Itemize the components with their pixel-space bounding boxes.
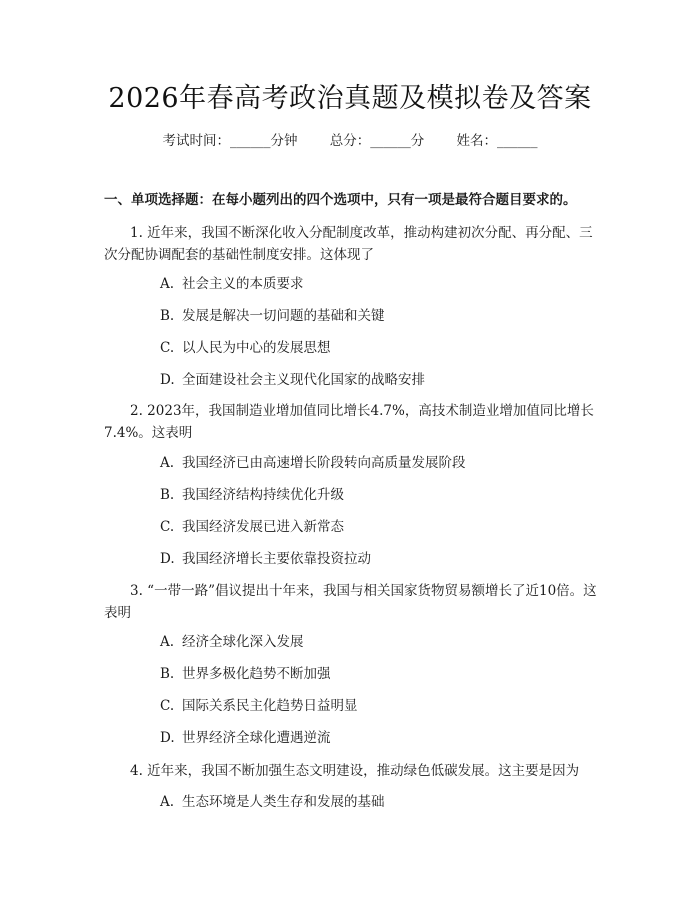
option-letter: B. bbox=[160, 487, 175, 503]
option-3-a bbox=[160, 632, 304, 652]
option-letter: C. bbox=[160, 340, 175, 356]
option-4-a bbox=[160, 792, 385, 812]
option-text: 世界经济全球化遭遇逆流 bbox=[182, 730, 331, 746]
option-text: 世界多极化趋势不断加强 bbox=[182, 666, 331, 682]
question-stem: 4. 近年来，我国不断加强生态文明建设，推动绿色低碳发展。这主要是因为 bbox=[130, 763, 580, 779]
option-2-b bbox=[160, 485, 344, 505]
question-2 bbox=[104, 400, 600, 444]
option-2-d bbox=[160, 549, 371, 569]
option-text: 我国经济增长主要依靠投资拉动 bbox=[182, 551, 371, 567]
option-text: 经济全球化深入发展 bbox=[182, 634, 304, 650]
total-score-field: 总分：______分 bbox=[329, 133, 425, 149]
option-letter: D. bbox=[160, 730, 175, 746]
question-stem: 1. 近年来，我国不断深化收入分配制度改革，推动构建初次分配、再分配、三次分配协调配套的基础性制度安排。这体现了 bbox=[104, 225, 593, 263]
option-1-d bbox=[160, 370, 425, 390]
option-1-b bbox=[160, 306, 385, 326]
option-1-c bbox=[160, 338, 331, 358]
option-letter: C. bbox=[160, 698, 175, 714]
page-title: 2026年春高考政治真题及模拟卷及答案 bbox=[108, 83, 592, 114]
option-text: 以人民为中心的发展思想 bbox=[182, 340, 331, 356]
section-heading: 一、单项选择题：在每小题列出的四个选项中，只有一项是最符合题目要求的。 bbox=[104, 192, 577, 208]
exam-time-field: 考试时间：______分钟 bbox=[162, 133, 298, 149]
option-1-a bbox=[160, 274, 304, 294]
question-stem: 2. 2023年，我国制造业增加值同比增长4.7%，高技术制造业增加值同比增长7.4%。这表明 bbox=[104, 403, 594, 441]
student-name-field: 姓名：______ bbox=[456, 133, 538, 149]
option-text: 全面建设社会主义现代化国家的战略安排 bbox=[182, 372, 425, 388]
question-1 bbox=[104, 222, 600, 266]
question-4 bbox=[104, 760, 600, 782]
option-3-c bbox=[160, 696, 358, 716]
question-3 bbox=[104, 580, 600, 624]
option-2-c bbox=[160, 517, 344, 537]
option-letter: A. bbox=[160, 794, 175, 810]
option-text: 发展是解决一切问题的基础和关键 bbox=[182, 308, 385, 324]
option-letter: B. bbox=[160, 308, 175, 324]
option-3-d bbox=[160, 728, 331, 748]
option-text: 我国经济发展已进入新常态 bbox=[182, 519, 344, 535]
option-letter: D. bbox=[160, 372, 175, 388]
option-text: 我国经济结构持续优化升级 bbox=[182, 487, 344, 503]
option-3-b bbox=[160, 664, 331, 684]
exam-meta bbox=[0, 131, 700, 151]
option-letter: A. bbox=[160, 634, 175, 650]
option-text: 我国经济已由高速增长阶段转向高质量发展阶段 bbox=[182, 455, 466, 471]
option-letter: B. bbox=[160, 666, 175, 682]
option-letter: A. bbox=[160, 455, 175, 471]
option-letter: A. bbox=[160, 276, 175, 292]
option-letter: C. bbox=[160, 519, 175, 535]
option-2-a bbox=[160, 453, 466, 473]
question-stem: 3. “一带一路”倡议提出十年来，我国与相关国家货物贸易额增长了近10倍。这表明 bbox=[104, 583, 597, 621]
option-letter: D. bbox=[160, 551, 175, 567]
option-text: 国际关系民主化趋势日益明显 bbox=[182, 698, 358, 714]
option-text: 社会主义的本质要求 bbox=[182, 276, 304, 292]
option-text: 生态环境是人类生存和发展的基础 bbox=[182, 794, 385, 810]
